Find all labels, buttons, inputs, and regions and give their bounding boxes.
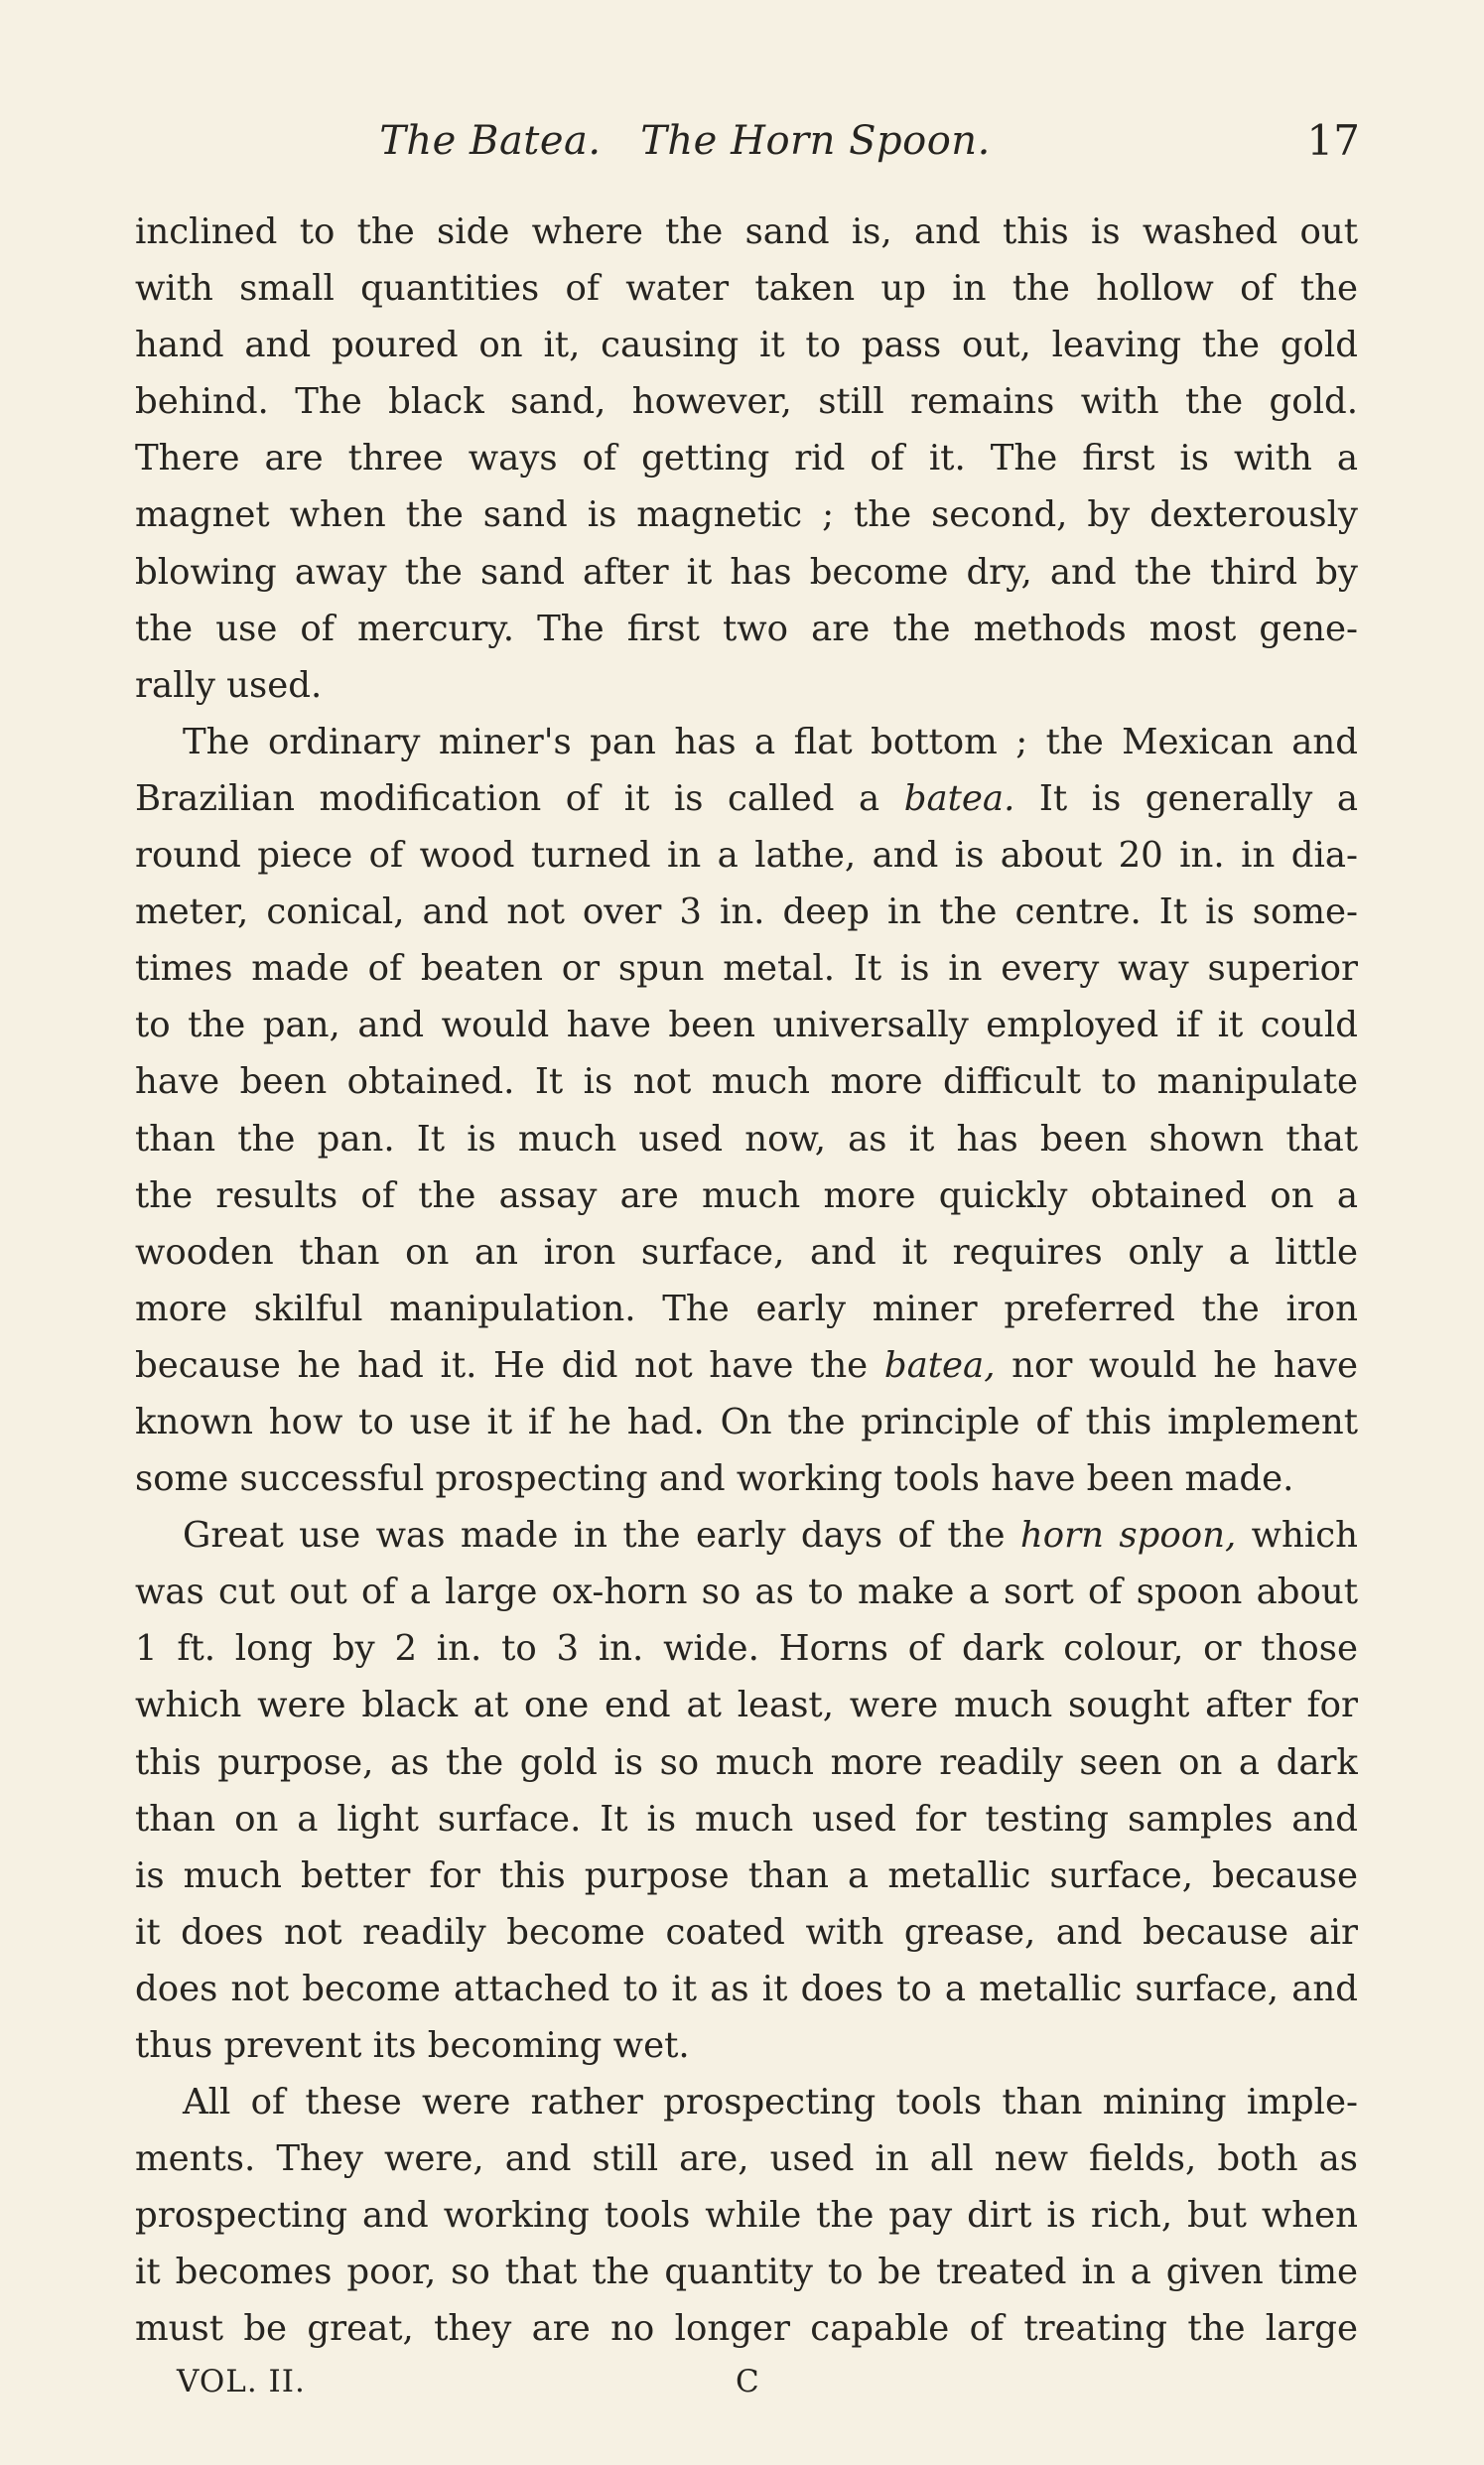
text-line: magnet when the sand is magnetic ; the second, by dexterously (135, 494, 1358, 536)
text-segment: which (1236, 1515, 1358, 1557)
text-line (135, 1507, 1358, 1564)
volume-mark: VOL. II. (177, 2364, 306, 2399)
text-line: ments. They were, and still are, used in all new fields, both as (135, 2138, 1358, 2180)
text-segment: nor would he have (995, 1344, 1358, 1386)
body-text (135, 204, 1358, 2358)
text-line: is much better for this purpose than a metallic surface, because (135, 1854, 1358, 1896)
text-line: have been obtained. It is not much more difficult to manipulate (135, 1061, 1358, 1103)
text-line: inclined to the side where the sand is, and this is washed out (135, 211, 1358, 252)
page-number: 17 (1306, 116, 1360, 165)
text-line: than on a light surface. It is much used for testing samples and (135, 1798, 1358, 1840)
text-line: The ordinary miner's pan has a flat bottom ; the Mexican and (183, 721, 1358, 762)
text-line: thus prevent its becoming wet. (135, 2025, 690, 2066)
text-line: does not become attached to it as it does to a metallic surface, and (135, 1968, 1358, 2009)
text-line: rally used. (135, 664, 323, 706)
text-line: behind. The black sand, however, still remains with the gold. (135, 381, 1358, 423)
text-line: it becomes poor, so that the quantity to be treated in a given time (135, 2252, 1358, 2293)
italic-term: batea. (903, 777, 1015, 819)
text-line: this purpose, as the gold is so much more readily seen on a dark (135, 1741, 1358, 1783)
text-line: There are three ways of getting rid of it. The first is with a (135, 438, 1358, 479)
text-line: than the pan. It is much used now, as it has been shown that (135, 1118, 1358, 1160)
text-line: which were black at one end at least, were much sought after for (135, 1685, 1358, 1726)
text-line: 1 ft. long by 2 in. to 3 in. wide. Horns of dark colour, or those (135, 1628, 1358, 1670)
text-segment: It is generally a (1014, 777, 1358, 819)
text-segment: Great use was made in the early days of the (183, 1515, 1020, 1557)
page-footer (177, 2357, 872, 2406)
text-line: more skilful manipulation. The early miner preferred the iron (135, 1288, 1358, 1329)
text-line: it does not readily become coated with grease, and because air (135, 1911, 1358, 1953)
running-head (129, 111, 1360, 171)
text-line: wooden than on an iron surface, and it requires only a little (135, 1231, 1358, 1273)
text-line: the results of the assay are much more quickly obtained on a (135, 1174, 1358, 1216)
text-line: blowing away the sand after it has become dry, and the third by (135, 551, 1358, 593)
running-title: The Batea. The Horn Spoon. (379, 118, 991, 164)
text-segment: Brazilian modification of it is called a (135, 777, 904, 819)
text-line: some successful prospecting and working tools have been made. (135, 1458, 1294, 1500)
text-line: with small quantities of water taken up in the hollow of the (135, 268, 1358, 310)
text-line: hand and poured on it, causing it to pass out, leaving the gold (135, 325, 1358, 366)
text-line: prospecting and working tools while the pay dirt is rich, but when (135, 2195, 1358, 2237)
text-line: times made of beaten or spun metal. It is in every way superior (135, 948, 1358, 990)
text-line: the use of mercury. The first two are the methods most gene- (135, 608, 1358, 649)
italic-term: horn spoon, (1019, 1515, 1237, 1557)
text-line: to the pan, and would have been universally employed if it could (135, 1005, 1358, 1046)
text-line: All of these were rather prospecting tools than mining imple- (183, 2082, 1358, 2123)
text-line: must be great, they are no longer capable of treating the large (135, 2308, 1358, 2350)
text-line: known how to use it if he had. On the principle of this implement (135, 1401, 1358, 1442)
text-line (135, 1337, 1358, 1394)
signature-mark: C (736, 2364, 760, 2399)
italic-term: batea, (883, 1344, 996, 1386)
text-segment: because he had it. He did not have the (135, 1344, 884, 1386)
text-line: meter, conical, and not over 3 in. deep in the centre. It is some- (135, 891, 1358, 933)
text-line: was cut out of a large ox-horn so as to make a sort of spoon about (135, 1572, 1358, 1613)
text-line: round piece of wood turned in a lathe, and is about 20 in. in dia- (135, 835, 1358, 877)
text-line (135, 770, 1358, 827)
